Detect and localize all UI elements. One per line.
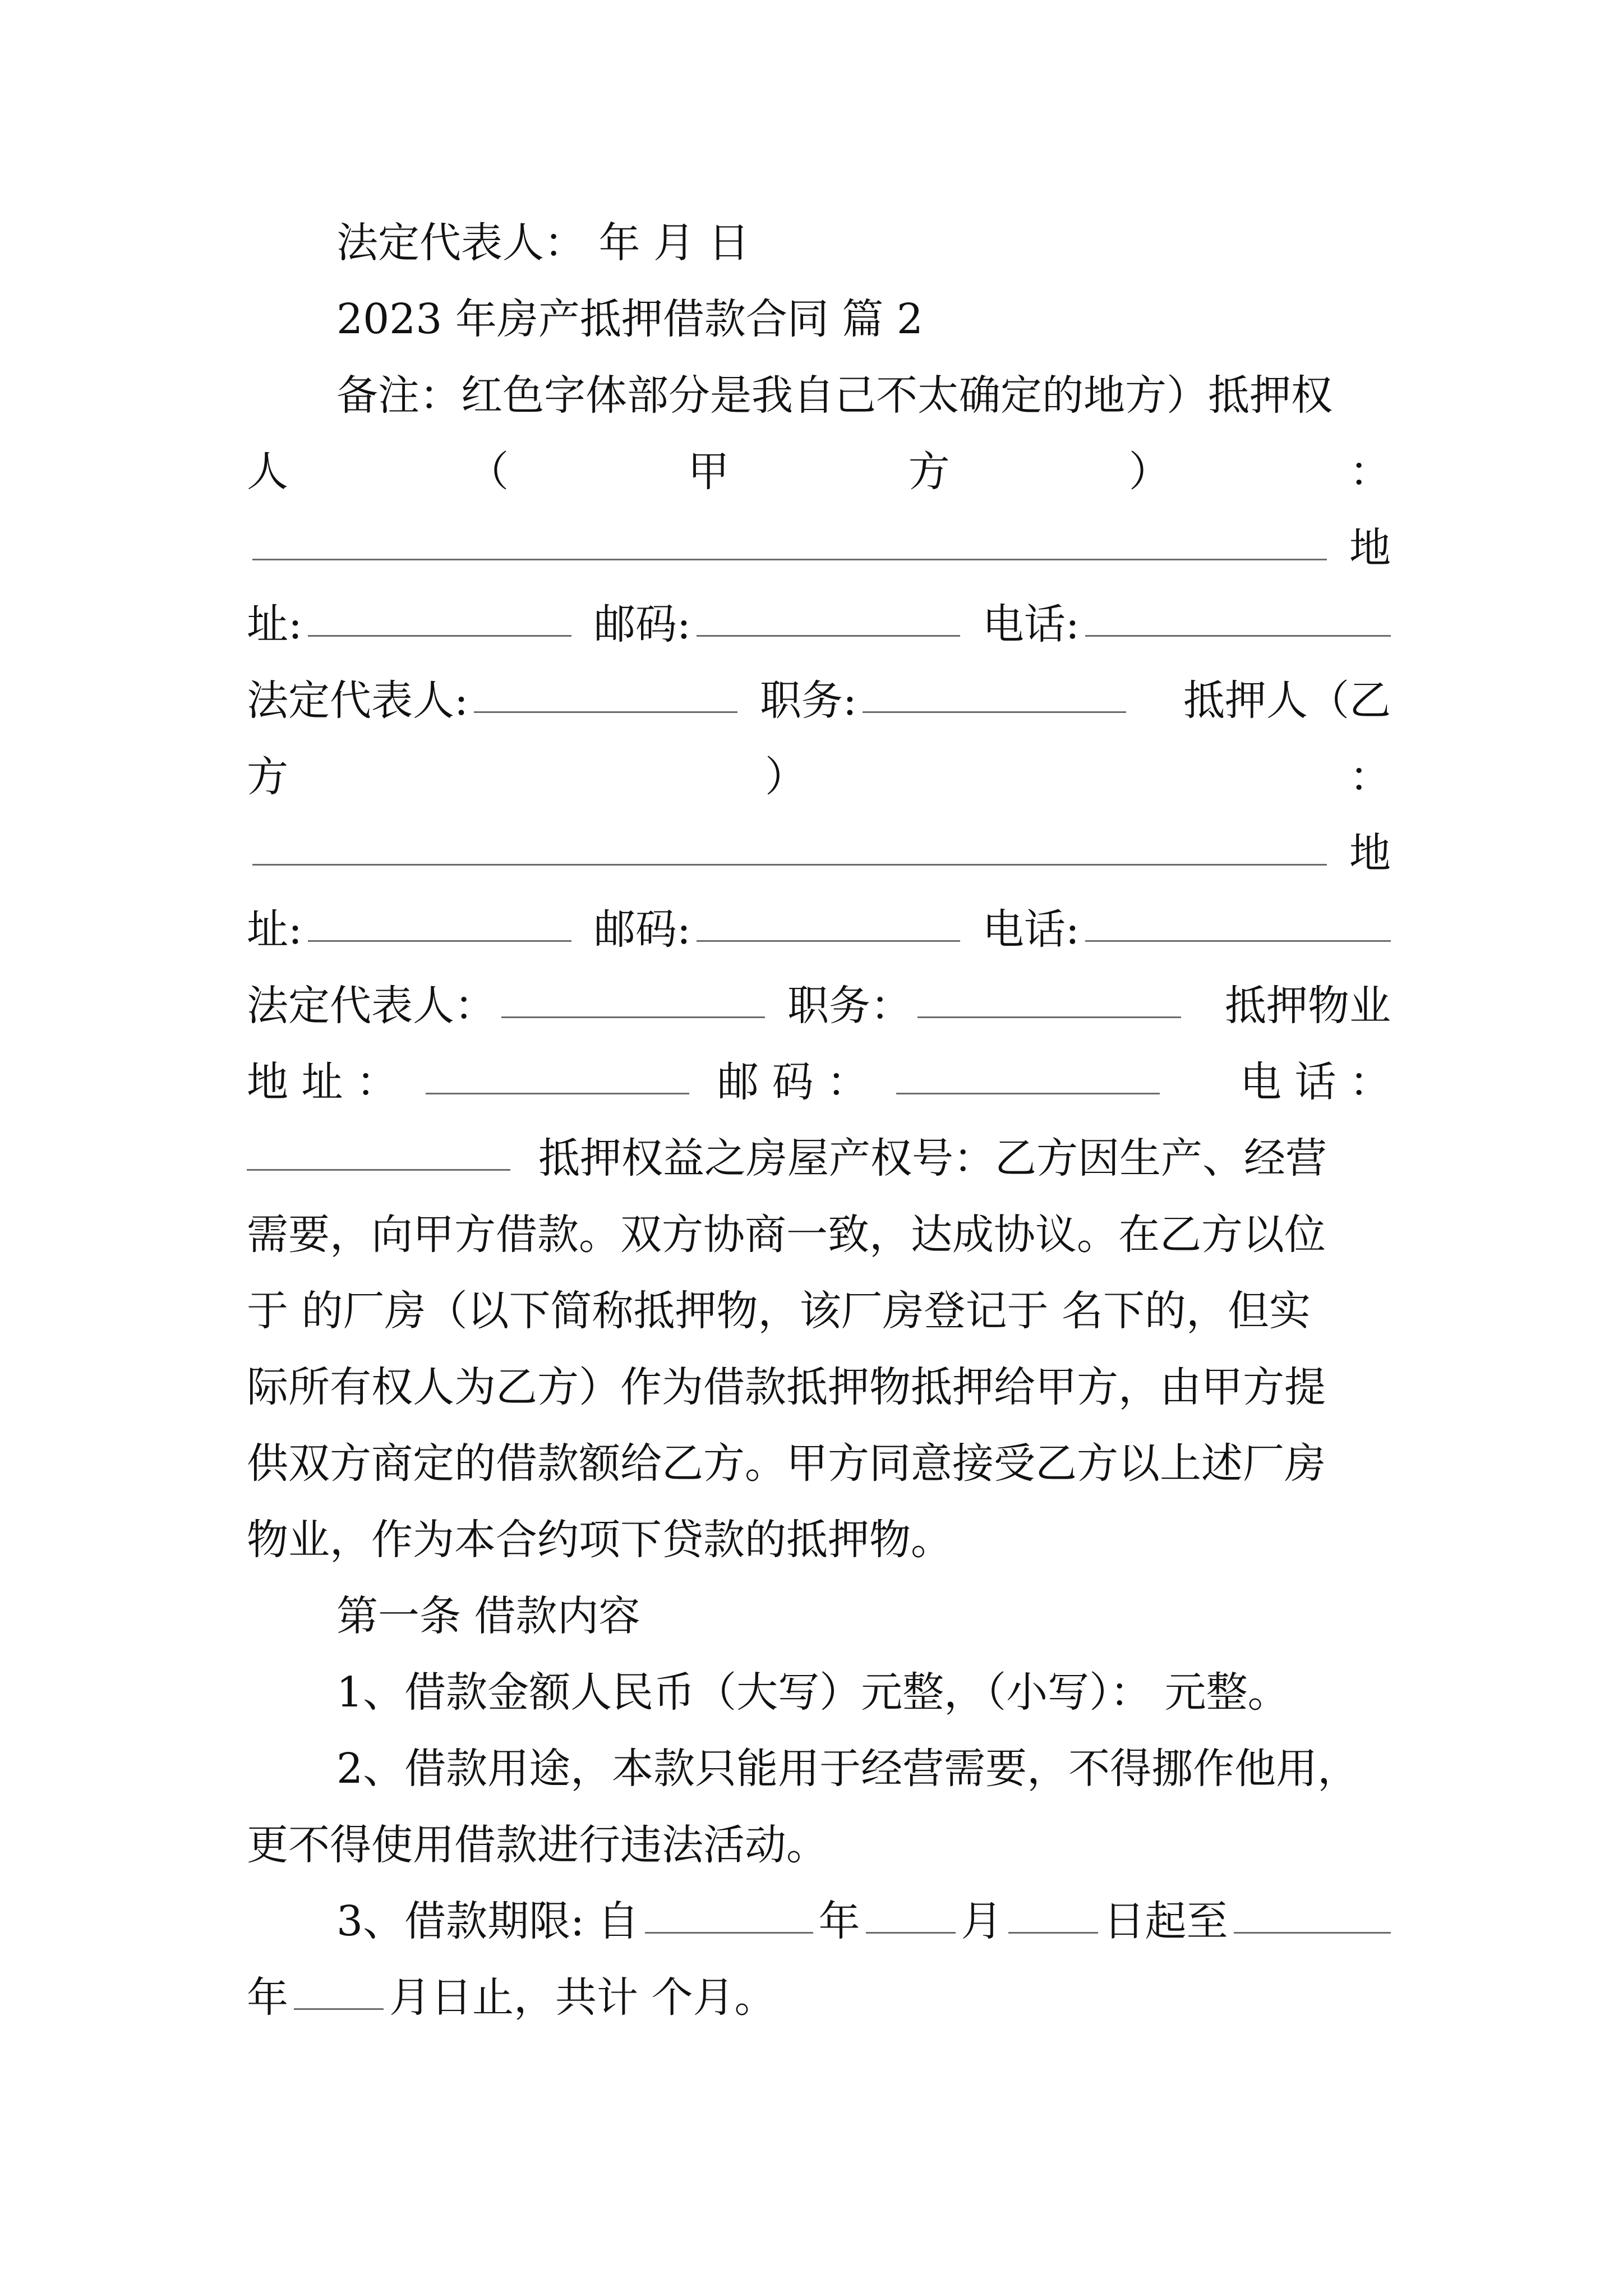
section-title-text: 2023 年房产抵押借款合同 篇 2 [336, 295, 923, 343]
address-label: 址: [247, 600, 302, 648]
mortgagee-contact-line [247, 593, 1391, 655]
clause-text: 1、借款金额人民币（大写）元整，（小写）： 元整。 [336, 1668, 1289, 1717]
blank-field [426, 1091, 689, 1094]
clause-line [336, 1662, 1391, 1723]
body-line [247, 1280, 1391, 1342]
body-line [247, 1204, 1391, 1266]
blank-field [1234, 1930, 1391, 1934]
label-char: 人 [247, 448, 288, 496]
blank-field [645, 1930, 813, 1934]
term-line [336, 1890, 1391, 1952]
term-end-text: 月日止，共计 个月。 [389, 1973, 776, 2022]
phone-label: 电话: [982, 905, 1080, 954]
blank-field [308, 938, 571, 942]
blank-field [866, 1930, 956, 1934]
body-line [247, 1356, 1391, 1418]
label-char: （ [467, 448, 509, 496]
blank-field [308, 633, 571, 637]
clause-line [247, 1814, 1391, 1876]
address-label: 地 址 ： [247, 1058, 398, 1106]
address-label: 址: [247, 905, 302, 954]
mortgagee-rep-line [247, 670, 1391, 731]
blank-field [501, 1014, 765, 1018]
label-char: 方 [247, 753, 288, 801]
body-text: 际所有权人为乙方）作为借款抵押物抵押给甲方，由甲方提 [247, 1363, 1326, 1411]
legal-rep-label: 法定代表人: [247, 677, 468, 725]
label-char: ： [1349, 448, 1391, 496]
day-label: 日起至 [1103, 1897, 1228, 1945]
position-label: 职务： [787, 982, 912, 1030]
blank-field [1085, 633, 1391, 637]
position-label: 职务: [759, 677, 857, 725]
blank-field [896, 1091, 1160, 1094]
body-line [247, 1509, 1391, 1571]
mortgagor-rep-line [247, 975, 1391, 1037]
blank-field [1008, 1930, 1098, 1934]
year-label: 年 [818, 1897, 860, 1945]
blank-field [294, 2006, 384, 2010]
clause-text: 更不得使用借款进行违法活动。 [247, 1821, 828, 1869]
property-contact-line [247, 1051, 1391, 1113]
blank-field [697, 633, 960, 637]
mortgagor-label-start: 抵押人（乙 [1183, 677, 1391, 725]
phone-label: 电话: [982, 600, 1080, 648]
body-text: 供双方商定的借款额给乙方。甲方同意接受乙方以上述厂房 [247, 1439, 1326, 1488]
section-title [336, 288, 1391, 350]
note-text: 备注：红色字体部分是我自己不太确定的地方）抵押权 [336, 371, 1332, 420]
term-end-line [247, 1967, 1391, 2028]
blank-field [252, 556, 1327, 560]
blank-field [247, 1167, 510, 1171]
blank-field [252, 862, 1327, 866]
postcode-label: 邮码: [593, 600, 691, 648]
article-heading [336, 1585, 1391, 1647]
phone-label: 电 话 ： [1239, 1058, 1391, 1106]
signature-date-text: 法定代表人： 年 月 日 [336, 219, 750, 267]
property-title-text: 抵押权益之房屋产权号：乙方因生产、经营 [538, 1134, 1327, 1182]
year-label: 年 [247, 1973, 288, 2022]
blank-field [474, 709, 737, 713]
blank-field [697, 938, 960, 942]
note-line [336, 365, 1391, 426]
body-text: 需要，向甲方借款。双方协商一致，达成协议。在乙方以位 [247, 1211, 1326, 1259]
mortgagee-name-line [247, 517, 1391, 579]
blank-field [863, 709, 1126, 713]
mortgagor-label-line [247, 746, 1391, 808]
body-text: 于 的厂房（以下简称抵押物，该厂房登记于 名下的，但实 [247, 1287, 1311, 1335]
mortgagor-contact-line [247, 899, 1391, 960]
legal-rep-label: 法定代表人： [247, 982, 496, 1030]
address-label-start: 地 [1349, 524, 1391, 572]
property-label-start: 抵押物业 [1225, 982, 1391, 1030]
blank-field [917, 1014, 1181, 1018]
postcode-label: 邮 码 ： [717, 1058, 869, 1106]
body-line [247, 1433, 1391, 1494]
signature-date-line [336, 212, 1391, 274]
body-text: 物业，作为本合约项下贷款的抵押物。 [247, 1516, 952, 1564]
clause-text: 2、借款用途，本款只能用于经营需要，不得挪作他用， [336, 1745, 1359, 1793]
label-char: 甲 [688, 448, 730, 496]
blank-field [1085, 938, 1391, 942]
label-char: ： [1349, 753, 1391, 801]
label-char: 方 [908, 448, 950, 496]
label-char: ） [1128, 448, 1170, 496]
mortgagor-name-line [247, 822, 1391, 884]
article-heading-text: 第一条 借款内容 [336, 1592, 640, 1640]
address-label-start: 地 [1349, 829, 1391, 877]
label-char: ） [765, 753, 806, 801]
term-label: 3、借款期限: 自 [336, 1897, 639, 1945]
property-title-line [247, 1128, 1391, 1189]
month-label: 月 [961, 1897, 1003, 1945]
clause-line [336, 1738, 1391, 1800]
mortgagee-label-line [247, 441, 1391, 503]
postcode-label: 邮码: [593, 905, 691, 954]
